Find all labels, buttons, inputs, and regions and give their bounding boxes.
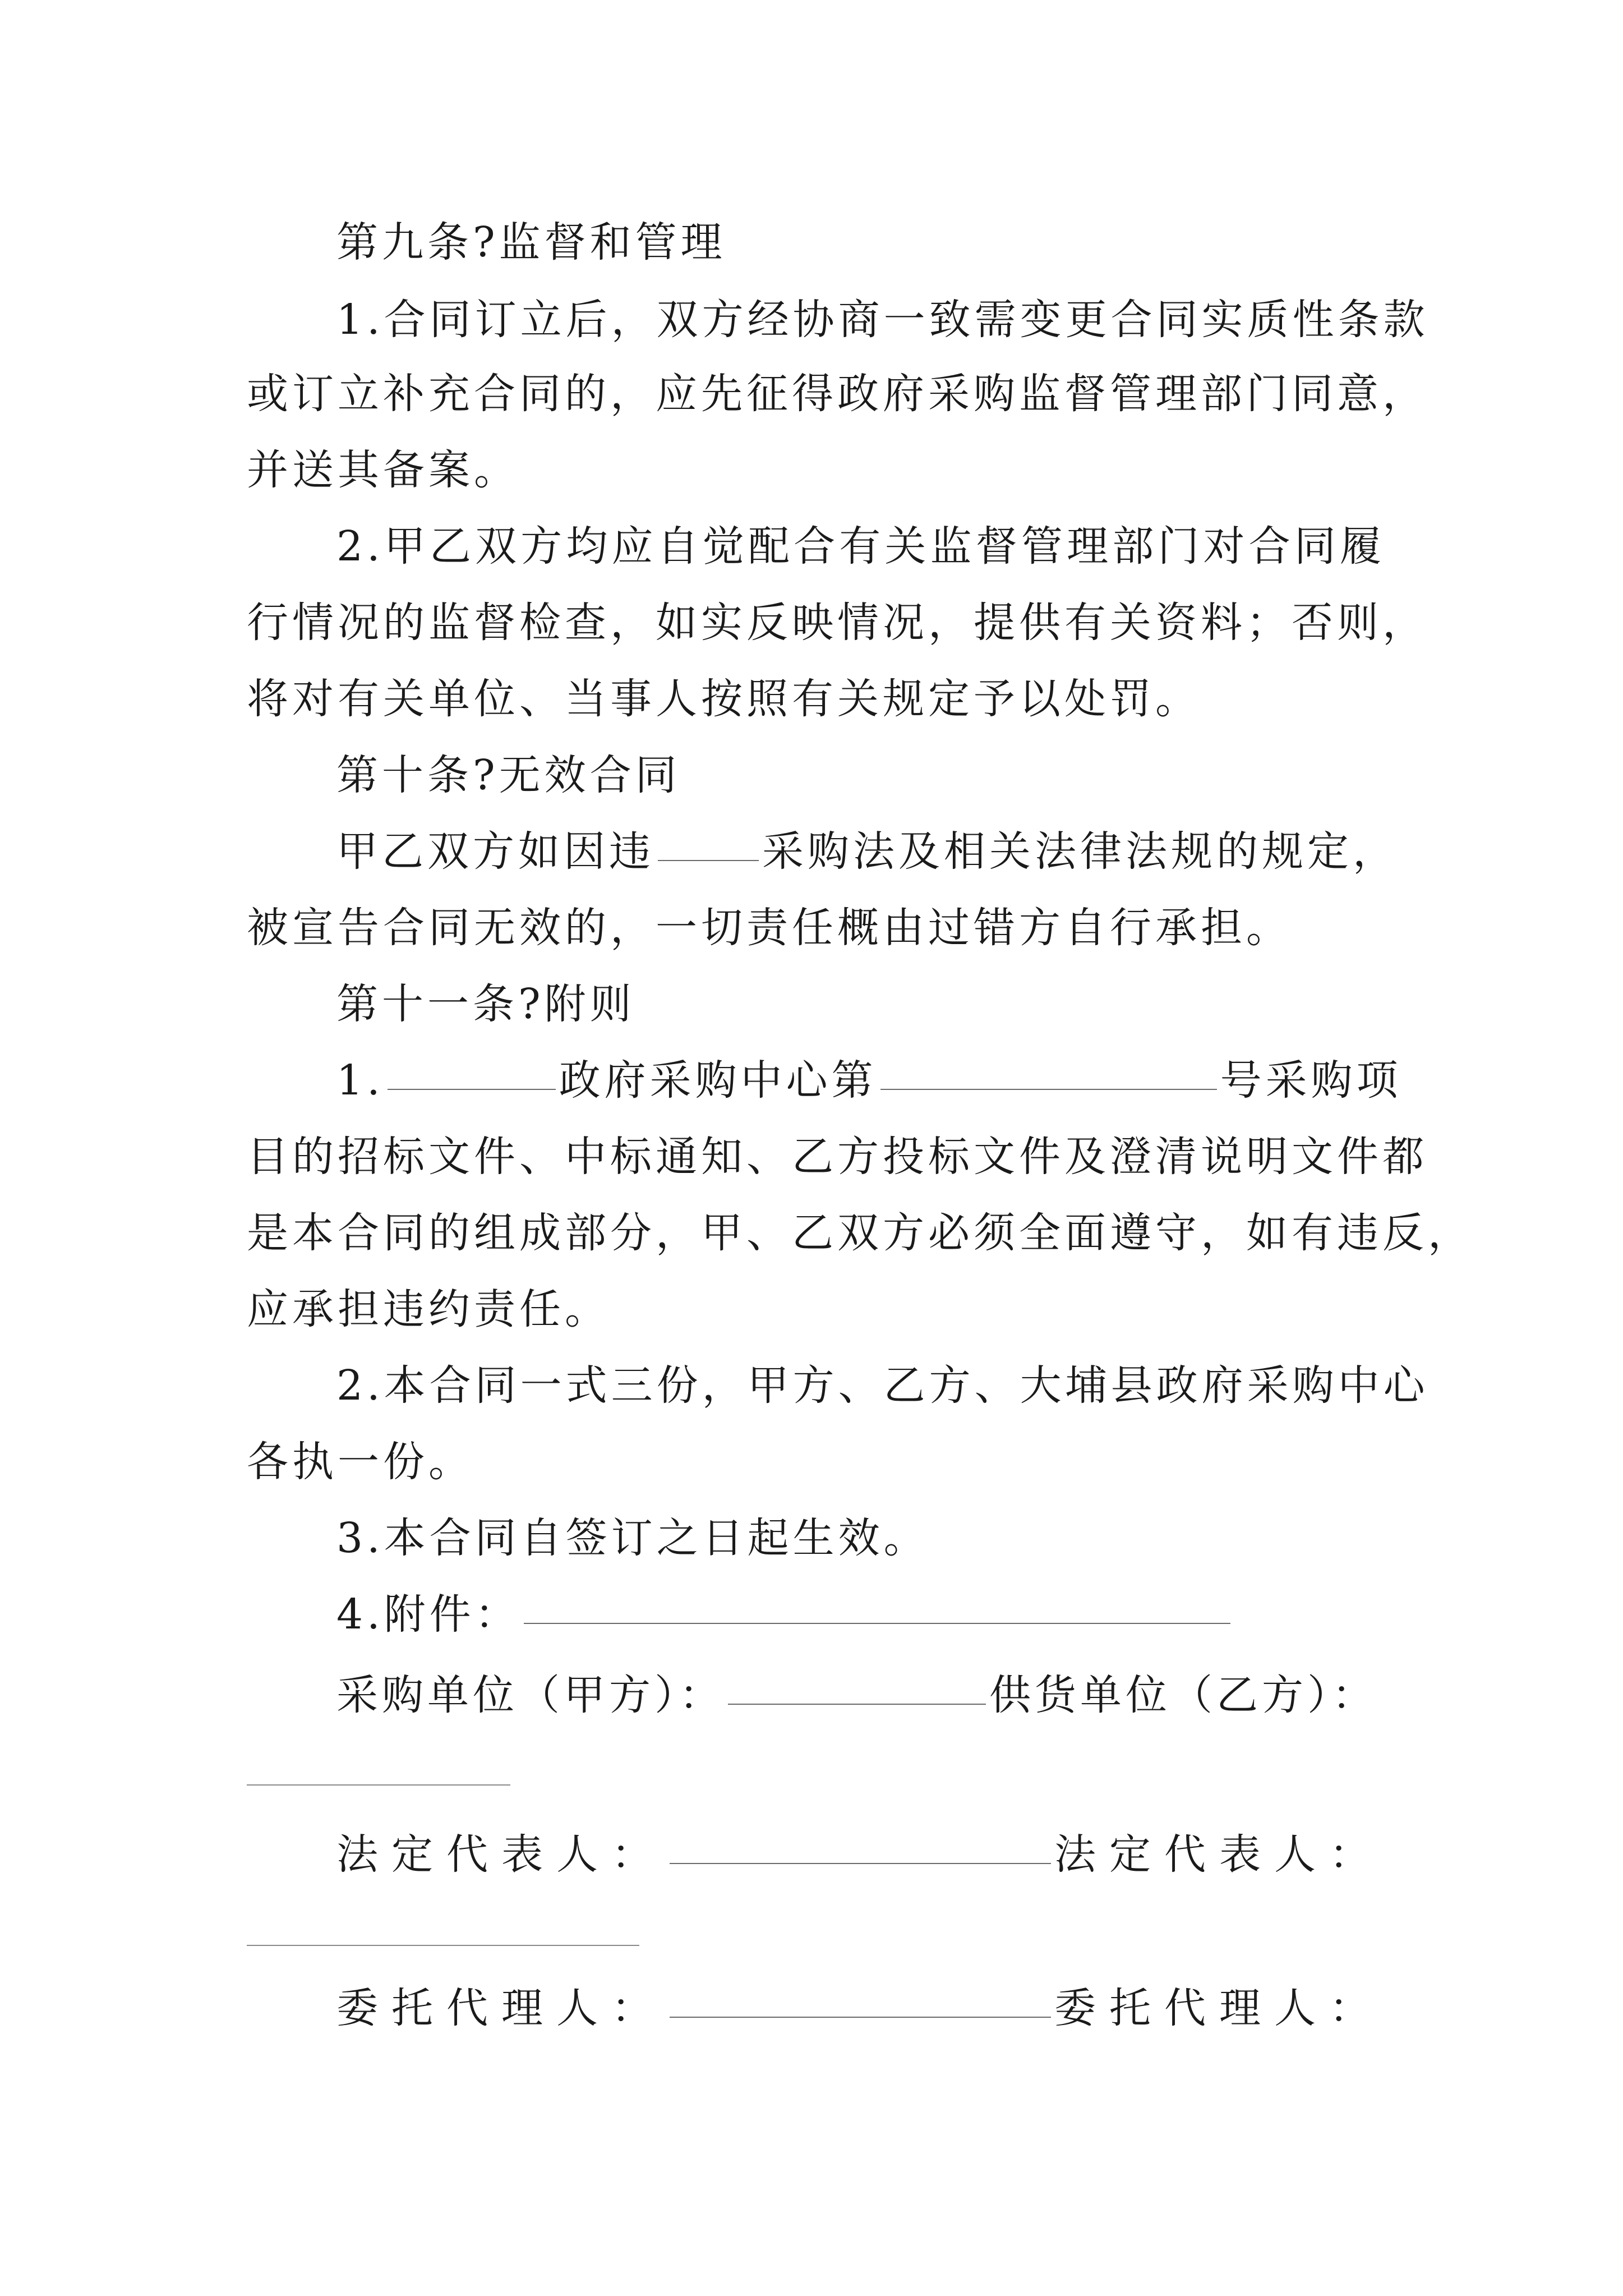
agent-a-label: 委托代理人：	[336, 1984, 666, 2032]
article-11-p2-line2: 各执一份。	[247, 1438, 474, 1486]
legal-rep-b-label: 法定代表人：	[1054, 1830, 1384, 1879]
attachment-label: 4.附件：	[336, 1590, 520, 1639]
project-number-blank	[880, 1088, 1217, 1090]
attachment-blank	[524, 1622, 1230, 1624]
law-name-blank	[658, 859, 759, 861]
article-11-p4	[336, 1586, 1385, 1642]
article-11-heading: 第十一条?附则	[336, 980, 635, 1028]
article-11-p1-line2: 目的招标文件、中标通知、乙方投标文件及澄清说明文件都	[247, 1133, 1428, 1181]
article-11-p1-suffix: 号采购项	[1220, 1056, 1402, 1105]
article-9-p1-line1: 1.合同订立后，双方经协商一致需变更合同实质性条款	[336, 296, 1429, 344]
article-11-p1-line1	[336, 1052, 1402, 1108]
buyer-supplier-line	[336, 1667, 1385, 1723]
article-9-p2-line2: 行情况的监督检查，如实反映情况，提供有关资料；否则，	[247, 599, 1428, 647]
agent-a-blank	[670, 2016, 1051, 2018]
legal-rep-b-blank	[247, 1944, 639, 1946]
article-10-heading: 第十条?无效合同	[336, 751, 681, 799]
legal-rep-a-label: 法定代表人：	[336, 1830, 666, 1879]
article-11-p1-mid: 政府采购中心第	[559, 1056, 877, 1105]
buyer-label: 采购单位（甲方）：	[336, 1671, 725, 1719]
legal-rep-line	[336, 1826, 1385, 1883]
article-11-p1-line3: 是本合同的组成部分，甲、乙双方必须全面遵守，如有违反，	[247, 1209, 1473, 1257]
supplier-label: 供货单位（乙方）：	[989, 1671, 1377, 1719]
article-11-p1-line4: 应承担违约责任。	[247, 1285, 610, 1333]
article-11-p3: 3.本合同自签订之日起生效。	[336, 1514, 929, 1562]
article-10-text-before: 甲乙双方如因违	[336, 827, 654, 876]
article-11-p2-line1: 2.本合同一式三份，甲方、乙方、大埔县政府采购中心	[336, 1361, 1429, 1410]
buyer-blank	[728, 1703, 986, 1705]
article-9-heading: 第九条?监督和管理	[336, 218, 726, 266]
article-11-p1-prefix: 1.	[336, 1056, 384, 1105]
article-10-line2: 被宣告合同无效的，一切责任概由过错方自行承担。	[247, 904, 1292, 952]
article-9-p1-line3: 并送其备案。	[247, 446, 519, 494]
legal-rep-a-blank	[670, 1862, 1051, 1864]
supplier-blank	[247, 1784, 510, 1786]
article-10-text-after: 采购法及相关法律法规的规定，	[762, 827, 1398, 876]
article-9-p1-line2: 或订立补充合同的，应先征得政府采购监督管理部门同意，	[247, 370, 1428, 418]
article-9-p2-line3: 将对有关单位、当事人按照有关规定予以处罚。	[247, 675, 1201, 723]
article-10-line1	[336, 823, 1398, 880]
article-9-p2-line1: 2.甲乙双方均应自觉配合有关监督管理部门对合同履	[336, 522, 1385, 570]
agent-line	[336, 1980, 1385, 2036]
region-blank	[388, 1088, 556, 1090]
agent-b-label: 委托代理人：	[1054, 1984, 1384, 2032]
